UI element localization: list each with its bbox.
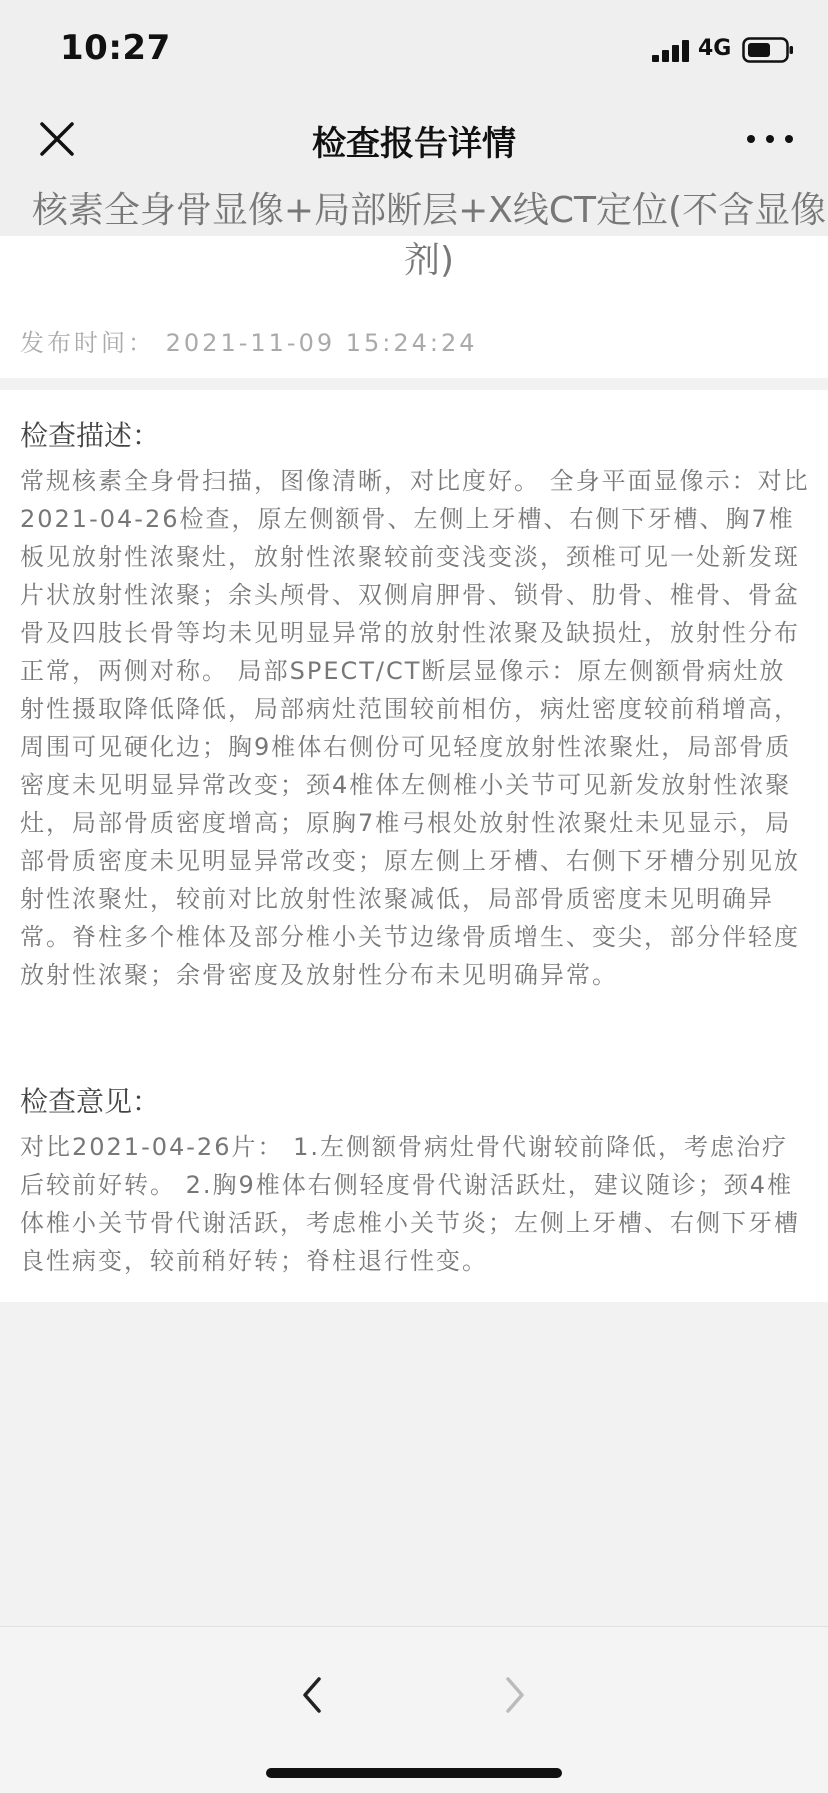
publish-label: 发布时间：	[20, 329, 155, 357]
page-title: 检查报告详情	[312, 124, 516, 164]
publish-row	[20, 323, 478, 358]
status-bar	[0, 0, 828, 96]
report-body-card	[0, 390, 828, 1302]
battery-icon	[742, 37, 794, 63]
network-label: 4G	[698, 36, 732, 61]
status-time: 10:27	[60, 28, 171, 68]
description-heading: 检查描述：	[20, 419, 161, 452]
nav-bar	[0, 96, 828, 184]
description-text: 常规核素全身骨扫描，图像清晰，对比度好。 全身平面显像示：对比2021-04-26检查，原左侧额骨、左侧上牙槽、右侧下牙槽、胸7椎板见放射性浓聚灶，放射性浓聚较前变浅变淡，颈椎可见一处新发斑片状放射性浓聚；余头颅骨、双侧肩胛骨、锁骨、肋骨、椎骨、骨盆骨及四肢长骨等均未见明显异常的放射性浓聚及缺损灶，放射性分布正常，两侧对称。 局部SPECT/CT断层显像示：原左侧额骨病灶放射性摄取降低降低，局部病灶范围较前相仿，病灶密度较前稍增高，周围可见硬化边；胸9椎体右侧份可见轻度放射性浓聚灶，局部骨质密度未见明显异常改变；颈4椎体左侧椎小关节可见新发放射性浓聚灶，局部骨质密度增高；原胸7椎弓根处放射性浓聚灶未见显示，局部骨质密度未见明显异常改变；原左侧上牙槽、右侧下牙槽分别见放射性浓聚灶，较前对比放射性浓聚减低，局部骨质密度未见明确异常。脊柱多个椎体及部分椎小关节边缘骨质增生、变尖，部分伴轻度放射性浓聚；余骨密度及放射性分布未见明确异常。	[20, 467, 810, 989]
publish-time: 2021-11-09 15:24:24	[165, 329, 478, 357]
opinion-text: 对比2021-04-26片： 1.左侧额骨病灶骨代谢较前降低，考虑治疗后较前好转。 2.胸9椎体右侧轻度骨代谢活跃灶，建议随诊；颈4椎体椎小关节骨代谢活跃，考虑椎小关节炎；左侧上牙槽、右侧下牙槽良性病变，较前稍好转；脊柱退行性变。	[20, 1133, 800, 1275]
report-title: 核素全身骨显像+局部断层+X线CT定位(不含显像剂)	[31, 190, 827, 281]
forward-icon[interactable]	[498, 1673, 532, 1717]
signal-icon	[652, 40, 692, 62]
bottom-toolbar	[0, 1626, 828, 1793]
back-icon[interactable]	[295, 1673, 329, 1717]
more-icon[interactable]	[742, 122, 798, 156]
home-indicator	[266, 1768, 562, 1778]
opinion-heading: 检查意见：	[20, 1085, 161, 1118]
